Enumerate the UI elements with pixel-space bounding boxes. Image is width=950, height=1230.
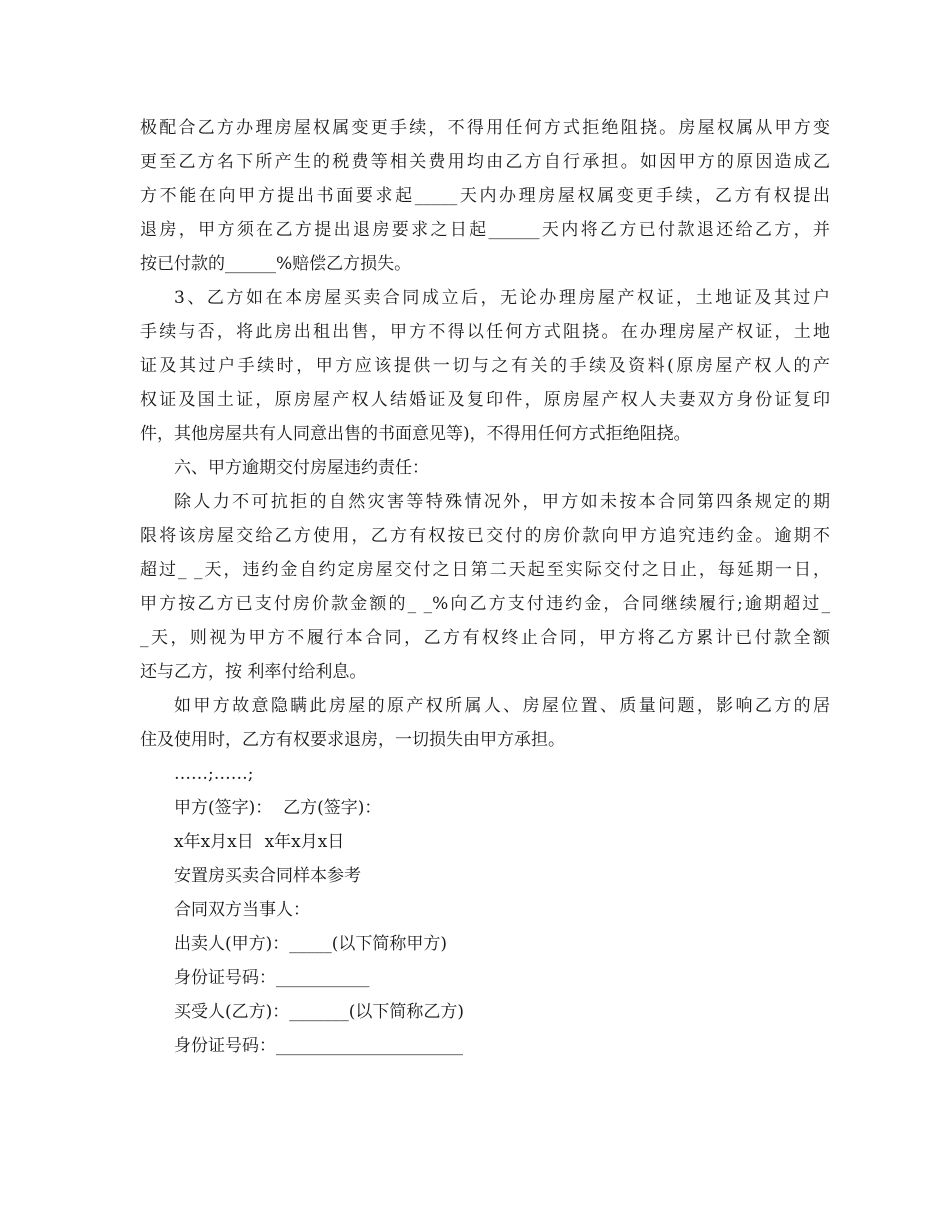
- seller-line: 出卖人(甲方)：_____(以下简称甲方): [174, 934, 448, 954]
- paragraph-line: 件，其他房屋共有人同意出售的书面意见等)，不得用任何方式拒绝阻挠。: [140, 424, 691, 444]
- paragraph-line: 按已付款的______%赔偿乙方损失。: [140, 254, 412, 274]
- section-heading: 六、甲方逾期交付房屋违约责任：: [174, 458, 429, 478]
- paragraph-line: 超过_ _天，违约金自约定房屋交付之日第二天起至实际交付之日止，每延期一日，: [140, 560, 830, 580]
- seller-id-line: 身份证号码：___________: [174, 968, 370, 988]
- paragraph-line: 手续与否，将此房出租出售，甲方不得以任何方式阻挠。在办理房屋产权证，土地: [140, 322, 830, 342]
- paragraph-line: _天，则视为甲方不履行本合同，乙方有权终止合同，甲方将乙方累计已付款全额: [140, 628, 830, 648]
- paragraph-line: 除人力不可抗拒的自然灾害等特殊情况外，甲方如未按本合同第四条规定的期: [174, 492, 830, 512]
- paragraph-line: 甲方按乙方已支付房价款金额的_ _%向乙方支付违约金，合同继续履行;逾期超过_: [140, 594, 830, 614]
- buyer-line: 买受人(乙方)：_______(以下简称乙方): [174, 1002, 465, 1022]
- parties-heading: 合同双方当事人：: [174, 900, 310, 920]
- ellipsis-line: ……;……;: [174, 764, 254, 784]
- paragraph-line: 极配合乙方办理房屋权属变更手续，不得用任何方式拒绝阻挠。房屋权属从甲方变: [140, 118, 830, 138]
- paragraph-line: 证及其过户手续时，甲方应该提供一切与之有关的手续及资料(原房屋产权人的产: [140, 356, 830, 376]
- buyer-id-line: 身份证号码：______________________: [174, 1036, 463, 1056]
- paragraph-line: 还与乙方，按 利率付给利息。: [140, 662, 367, 682]
- paragraph-line: 退房，甲方须在乙方提出退房要求之日起______天内将乙方已付款退还给乙方，并: [140, 220, 830, 240]
- paragraph-line: 3、乙方如在本房屋买卖合同成立后，无论办理房屋产权证，土地证及其过户: [174, 288, 830, 308]
- paragraph-line: 方不能在向甲方提出书面要求起_____天内办理房屋权属变更手续，乙方有权提出: [140, 186, 830, 206]
- paragraph-line: 如甲方故意隐瞒此房屋的原产权所属人、房屋位置、质量问题，影响乙方的居: [174, 696, 830, 716]
- signature-line: 甲方(签字)： 乙方(签字)：: [174, 798, 382, 818]
- paragraph-line: 限将该房屋交给乙方使用，乙方有权按已交付的房价款向甲方追究违约金。逾期不: [140, 526, 830, 546]
- document-body: [140, 111, 830, 1063]
- paragraph-line: 更至乙方名下所产生的税费等相关费用均由乙方自行承担。如因甲方的原因造成乙: [140, 152, 830, 172]
- paragraph-line: 权证及国土证，原房屋产权人结婚证及复印件，原房屋产权人夫妻双方身份证复印: [140, 390, 830, 410]
- date-line: x年x月x日 x年x月x日: [174, 832, 345, 852]
- contract-title: 安置房买卖合同样本参考: [174, 866, 361, 886]
- paragraph-line: 住及使用时，乙方有权要求退房，一切损失由甲方承担。: [140, 730, 565, 750]
